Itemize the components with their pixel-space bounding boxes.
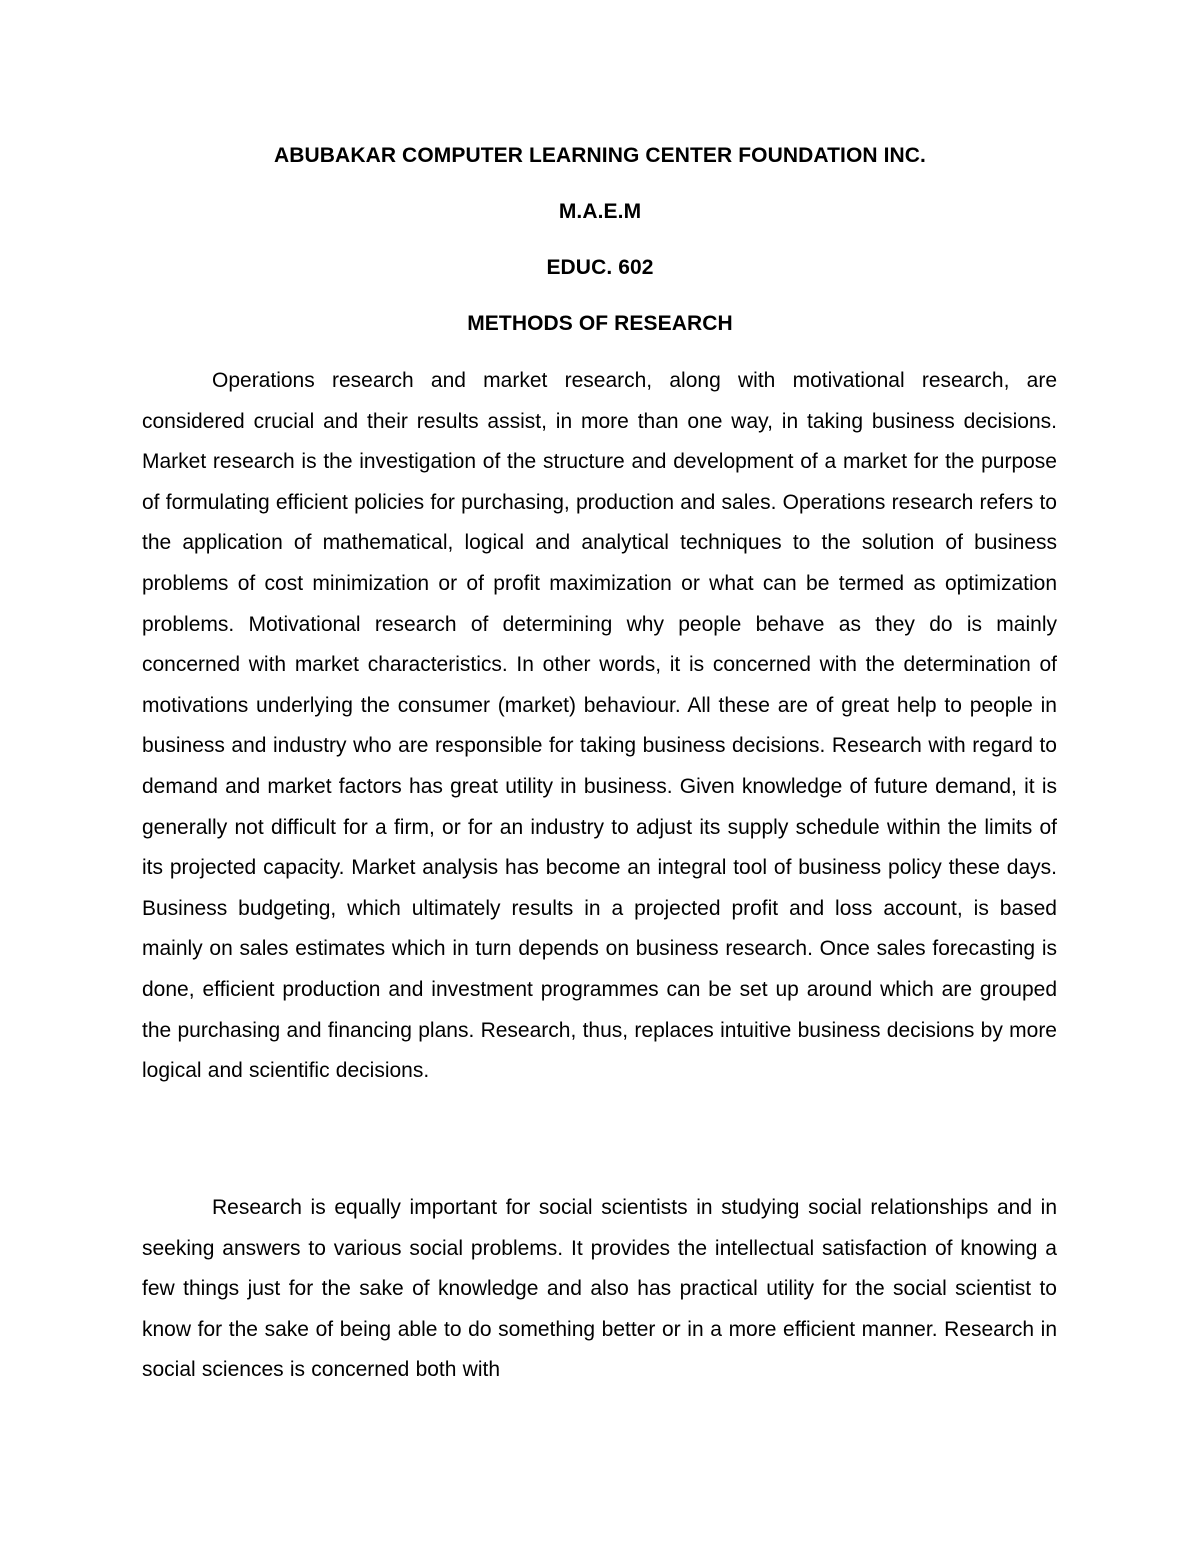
body-paragraph-1: Operations research and market research, along with motivational research, are considered crucial and their results assist, in more than one way, in taking business decisions. Market research is the investigation of the structure and development of a market for the purpose of formulating efficient policies for purchasing, production and sales. Operations research refers to the application of mathematical, logical and analytical techniques to the solution of business problems of cost minimization or of profit maximization or what can be termed as optimization problems. Motivational research of determining why people behave as they do is mainly concerned with market characteristics. In other words, it is concerned with the determination of motivations underlying the consumer (market) behaviour. All these are of great help to people in business and industry who are responsible for taking business decisions. Research with regard to demand and market factors has great utility in business. Given knowledge of future demand, it is generally not difficult for a firm, or for an industry to adjust its supply schedule within the limits of its projected capacity. Market analysis has become an integral tool of business policy these days. Business budgeting, which ultimately results in a projected profit and loss account, is based mainly on sales estimates which in turn depends on business research. Once sales forecasting is done, efficient production and investment programmes can be set up around which are grouped the purchasing and financing plans. Research, thus, replaces intuitive business decisions by more logical and scientific decisions. bbox=[142, 369, 1057, 1083]
program-heading: M.A.E.M bbox=[558, 200, 642, 223]
body-paragraph-2: Research is equally important for social scientists in studying social relationships and in seeking answers to various social problems. It provides the intellectual satisfaction of knowing a few things just for the sake of knowledge and also has practical utility for the social scientist to know for the sake of being able to do something better or in a more efficient manner. Research in social sciences is concerned both with bbox=[142, 1196, 1057, 1382]
course-heading: EDUC. 602 bbox=[546, 256, 654, 279]
subject-heading: METHODS OF RESEARCH bbox=[467, 312, 733, 335]
institution-heading: ABUBAKAR COMPUTER LEARNING CENTER FOUNDATION INC. bbox=[274, 144, 926, 167]
